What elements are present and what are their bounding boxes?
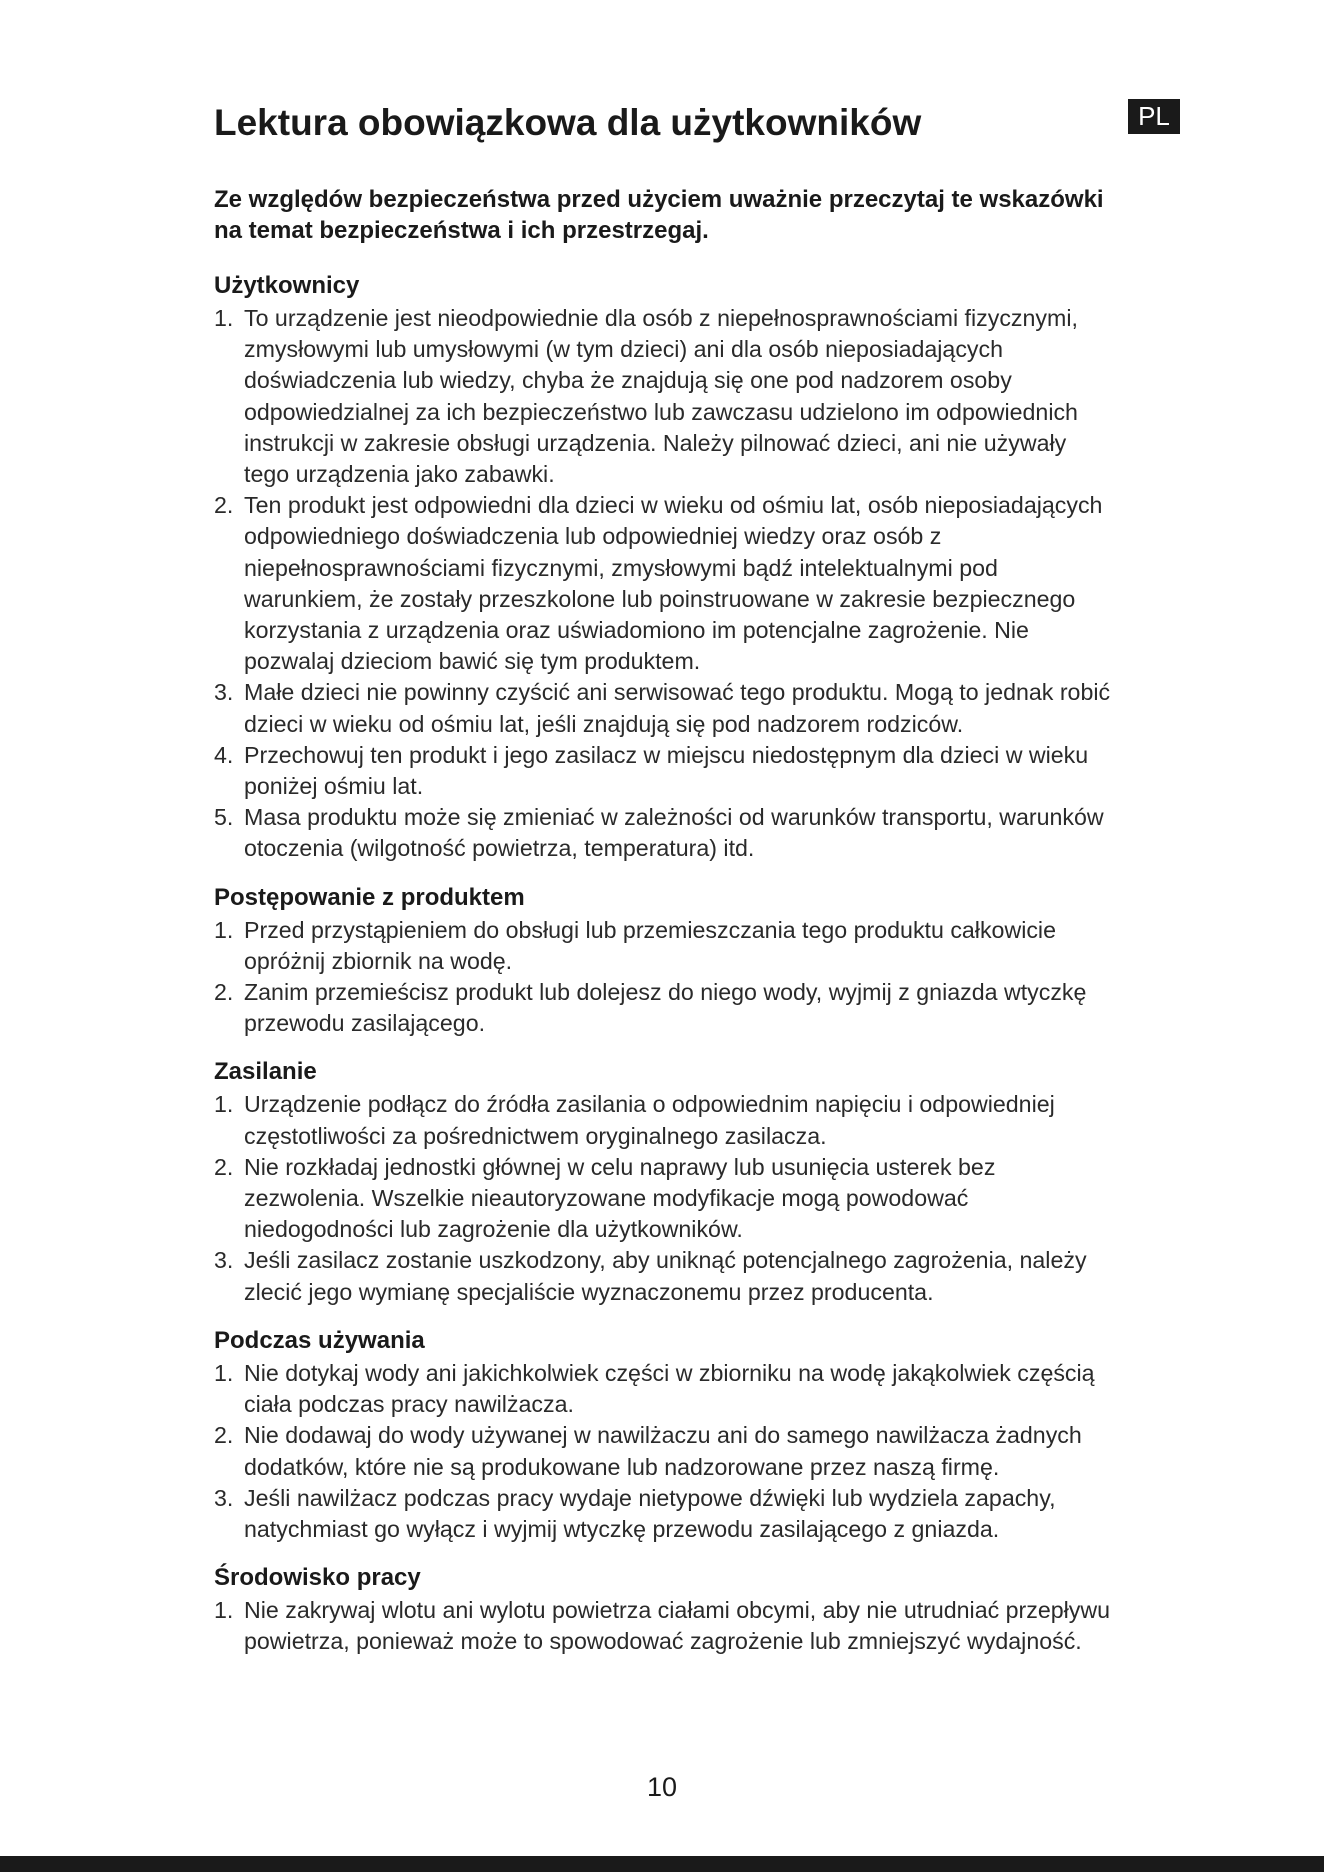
- numbered-list: [214, 1595, 1114, 1657]
- section-users: [214, 270, 1114, 865]
- list-item: Nie dodawaj do wody używanej w nawilżaczu ani do samego nawilżacza żadnych dodatków, które nie są produkowane lub nadzorowane przez naszą firmę.: [244, 1422, 1082, 1480]
- list-item: Nie dotykaj wody ani jakichkolwiek części w zbiorniku na wodę jakąkolwiek częścią ciała podczas pracy nawilżacza.: [244, 1359, 1095, 1418]
- intro-paragraph: Ze względów bezpieczeństwa przed użyciem uważnie przeczytaj te wskazówki na temat bezpieczeństwa i ich przestrzegaj.: [214, 186, 1104, 244]
- section-during-use: [214, 1325, 1114, 1545]
- list-item: Przed przystąpieniem do obsługi lub przemieszczania tego produktu całkowicie opróżnij zbiornik na wodę.: [244, 916, 1056, 974]
- list-item: Ten produkt jest odpowiedni dla dzieci w wieku od ośmiu lat, osób nieposiadających odpowiedniego doświadczenia lub odpowiedniej wiedzy oraz osób z niepełnosprawnościami fizycznymi, zmysłowymi bądź intelektualnymi pod warunkiem, że zostały przeszkolone lub poinstruowane w zakresie bezpiecznego korzystania z urządzenia oraz uświadomiono im potencjalne zagrożenie. Nie pozwalaj dzieciom bawić się tym produktem.: [244, 492, 1103, 675]
- section-title: Zasilanie: [214, 1058, 317, 1086]
- page-number: 10: [646, 1772, 678, 1802]
- numbered-list: [214, 1358, 1114, 1545]
- list-item: Małe dzieci nie powinny czyścić ani serwisować tego produktu. Mogą to jednak robić dzieci w wieku od ośmiu lat, jeśli znajdują się pod nadzorem rodziców.: [244, 679, 1111, 737]
- list-item: Przechowuj ten produkt i jego zasilacz w miejscu niedostępnym dla dzieci w wieku poniżej ośmiu lat.: [244, 741, 1089, 800]
- page-title: Lektura obowiązkowa dla użytkowników: [214, 102, 922, 143]
- list-item: Zanim przemieścisz produkt lub dolejesz do niego wody, wyjmij z gniazda wtyczkę przewodu zasilającego.: [244, 979, 1087, 1037]
- list-item: Nie rozkładaj jednostki głównej w celu naprawy lub usunięcia usterek bez zezwolenia. Wszelkie nieautoryzowane modyfikacje mogą powodować niedogodności lub zagrożenie dla użytkowników.: [244, 1153, 996, 1243]
- list-item: Jeśli zasilacz zostanie uszkodzony, aby uniknąć potencjalnego zagrożenia, należy zlecić jego wymianę specjaliście wyznaczonemu przez producenta.: [244, 1247, 1087, 1305]
- list-item: To urządzenie jest nieodpowiednie dla osób z niepełnosprawnościami fizycznymi, zmysłowymi lub umysłowymi (w tym dzieci) ani dla osób nieposiadających doświadczenia lub wiedzy, chyba że znajdują się one pod nadzorem osoby odpowiedzialnej za ich bezpieczeństwo lub zawczasu udzielono im odpowiednich instrukcji w zakresie obsługi urządzenia. Należy pilnować dzieci, ani nie używały tego urządzenia jako zabawki.: [244, 305, 1078, 488]
- numbered-list: [214, 915, 1114, 1040]
- section-power-supply: [214, 1056, 1114, 1307]
- section-title: Użytkownicy: [214, 272, 360, 299]
- section-title: Środowisko pracy: [214, 1564, 421, 1592]
- list-item: Urządzenie podłącz do źródła zasilania o odpowiednim napięciu i odpowiedniej częstotliwości za pośrednictwem oryginalnego zasilacza.: [244, 1091, 1055, 1149]
- list-item: Jeśli nawilżacz podczas pracy wydaje nietypowe dźwięki lub wydziela zapachy, natychmiast go wyłącz i wyjmij wtyczkę przewodu zasilającego z gniazda.: [244, 1484, 1056, 1542]
- section-work-environment: [214, 1562, 1114, 1657]
- list-item: Masa produktu może się zmieniać w zależności od warunków transportu, warunków otoczenia (wilgotność powietrza, temperatura) itd.: [244, 804, 1104, 862]
- language-badge: PL: [1128, 99, 1180, 134]
- numbered-list: [214, 1089, 1114, 1307]
- document-page: [214, 92, 1114, 1675]
- section-title: Podczas używania: [214, 1326, 425, 1354]
- page-bottom-edge: [0, 1856, 1324, 1872]
- section-title: Postępowanie z produktem: [214, 883, 525, 911]
- section-product-handling: [214, 882, 1114, 1040]
- numbered-list: [214, 303, 1114, 865]
- list-item: Nie zakrywaj wlotu ani wylotu powietrza ciałami obcymi, aby nie utrudniać przepływu powietrza, ponieważ może to spowodować zagrożenie lub zmniejszyć wydajność.: [244, 1597, 1111, 1655]
